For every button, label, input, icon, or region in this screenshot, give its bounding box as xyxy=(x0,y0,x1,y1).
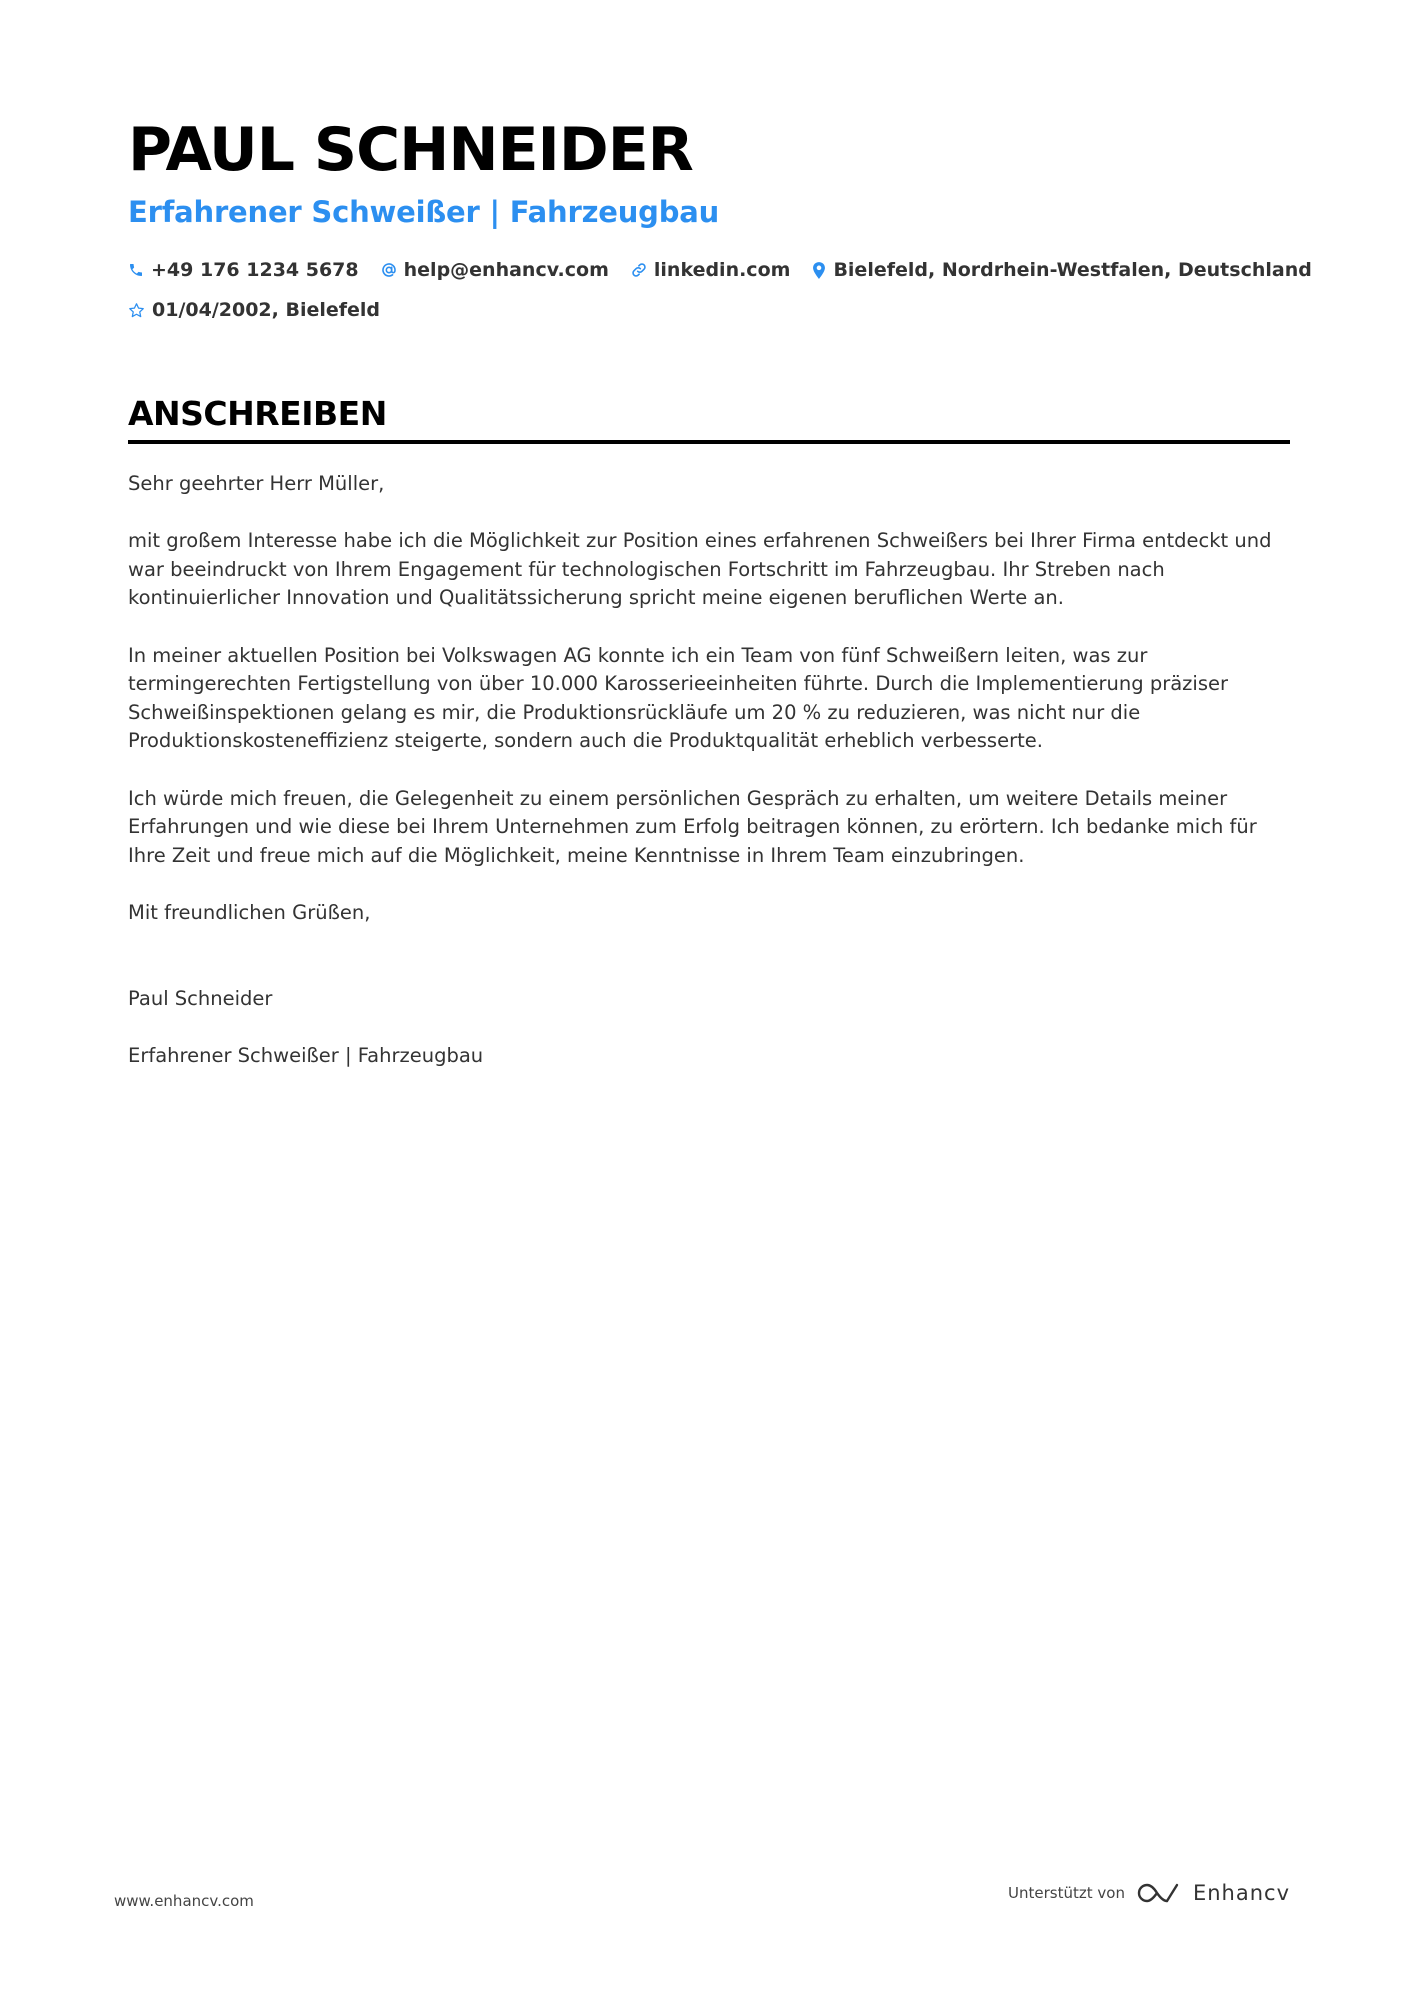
link-icon xyxy=(631,262,647,278)
contact-row-2 xyxy=(128,290,1290,330)
cover-letter-page xyxy=(128,110,1312,1099)
letter-paragraph: mit großem Interesse habe ich die Möglichkeit zur Position eines erfahrenen Schweißers bei Ihrer Firma entdeckt und war beeindruckt von Ihrem Engagement für technologischen Fortschritt im Fahrzeugbau. Ihr Streben nach kontinuierlicher Innovation und Qualitätssicherung spricht meine eigenen beruflichen Werte an. xyxy=(128,529,1272,610)
contact-info xyxy=(128,250,1312,330)
contact-birth xyxy=(128,299,380,321)
footer-branding[interactable] xyxy=(1008,1880,1290,1906)
brand-name: Enhancv xyxy=(1192,1881,1290,1905)
letter-closing: Mit freundlichen Grüßen, xyxy=(128,900,371,924)
contact-row-1 xyxy=(128,250,1312,290)
letter-paragraph: Ich würde mich freuen, die Gelegenheit zu einem persönlichen Gespräch zu erhalten, um weitere Details meiner Erfahrungen und wie diese bei Ihrem Unternehmen zum Erfolg beitragen können, zu erörtern. Ich bedanke mich für Ihre Zeit und freue mich auf die Möglichkeit, meine Kenntnisse in Ihrem Team einzubringen. xyxy=(128,786,1257,867)
contact-linkedin[interactable] xyxy=(631,259,791,281)
section-divider xyxy=(128,440,1290,444)
letter-salutation: Sehr geehrter Herr Müller, xyxy=(128,472,385,495)
contact-location xyxy=(812,259,1311,281)
section-heading: ANSCHREIBEN xyxy=(128,394,387,433)
signature-title: Erfahrener Schweißer | Fahrzeugbau xyxy=(128,1043,484,1067)
phone-icon xyxy=(128,262,144,278)
contact-email[interactable] xyxy=(381,259,609,281)
star-icon xyxy=(128,302,145,319)
signature-name: Paul Schneider xyxy=(128,986,273,1010)
applicant-name: PAUL SCHNEIDER xyxy=(128,115,693,185)
location-text: Bielefeld, Nordrhein-Westfalen, Deutschland xyxy=(833,259,1312,281)
powered-by-text: Unterstützt von xyxy=(1008,1884,1125,1902)
enhancv-logo-icon xyxy=(1137,1880,1185,1906)
footer-website[interactable]: www.enhancv.com xyxy=(114,1892,254,1910)
birth-text: 01/04/2002, Bielefeld xyxy=(152,299,381,321)
at-icon xyxy=(381,262,397,278)
linkedin-text: linkedin.com xyxy=(653,259,791,281)
location-pin-icon xyxy=(812,262,826,279)
applicant-title: Erfahrener Schweißer | Fahrzeugbau xyxy=(128,195,720,229)
phone-text: +49 176 1234 5678 xyxy=(151,259,359,281)
contact-phone[interactable] xyxy=(128,259,359,281)
email-text: help@enhancv.com xyxy=(403,259,609,281)
letter-body xyxy=(128,470,1290,1070)
letter-paragraph: In meiner aktuellen Position bei Volkswagen AG konnte ich ein Team von fünf Schweißern leiten, was zur termingerechten Fertigstellung von über 10.000 Karosserieeinheiten führte. Durch die Implementierung präziser Schweißinspektionen gelang es mir, die Produktionsrückläufe um 20 % zu reduzieren, was nicht nur die Produktionskosteneffizienz steigerte, sondern auch die Produktqualität erheblich verbesserte. xyxy=(128,643,1228,753)
